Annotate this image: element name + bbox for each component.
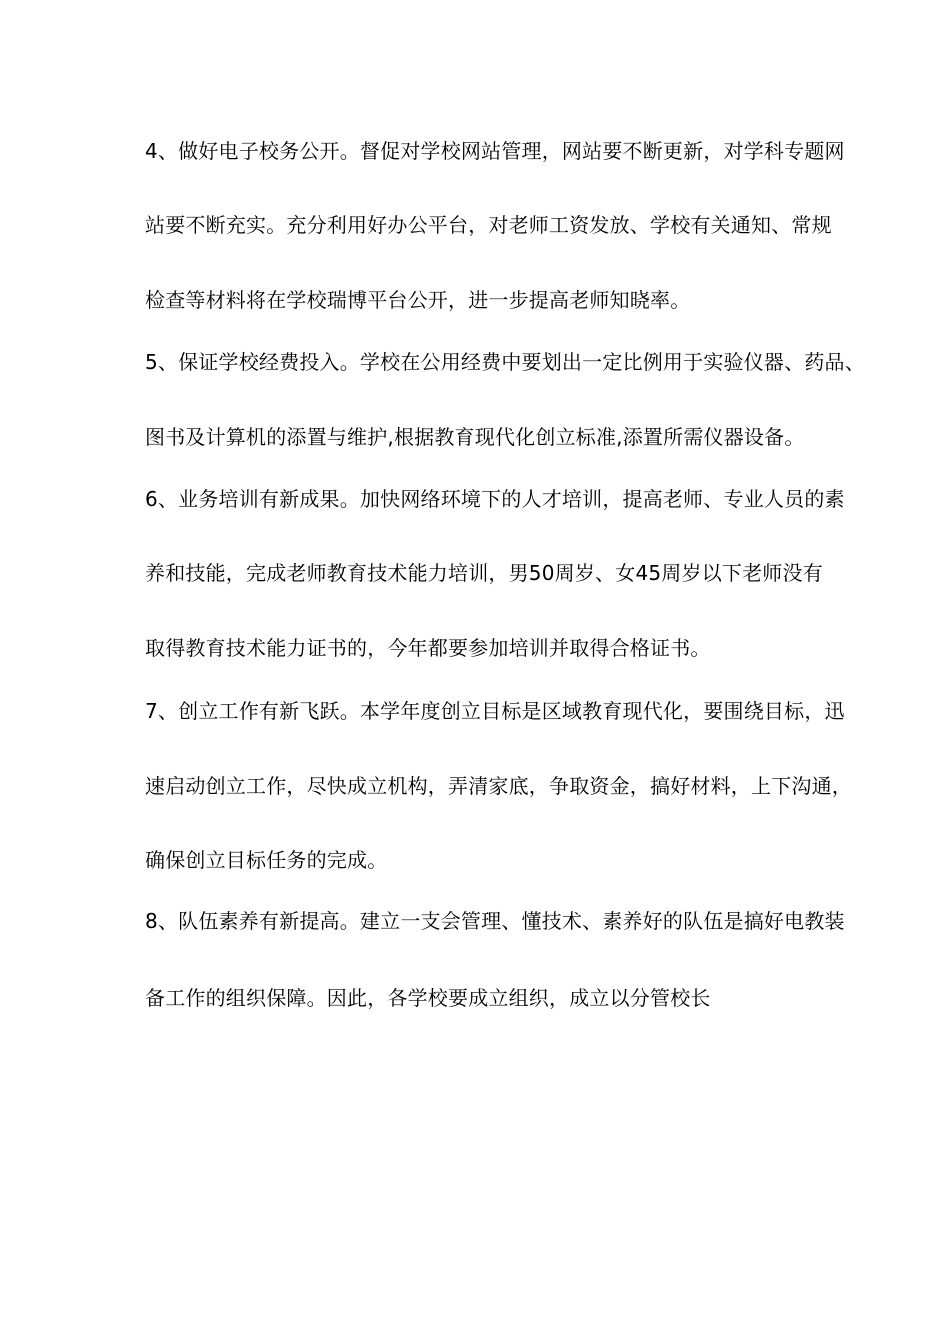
text-line: 4、做好电子校务公开。督促对学校网站管理，网站要不断更新，对学科专题网 (145, 139, 845, 163)
text-line: 站要不断充实。充分利用好办公平台，对老师工资发放、学校有关通知、常规 (145, 213, 832, 237)
text-line: 养和技能，完成老师教育技术能力培训，男50周岁、女45周岁以下老师没有 (145, 561, 823, 585)
text-line: 检查等材料将在学校瑞博平台公开，进一步提高老师知晓率。 (145, 288, 691, 312)
text-line: 速启动创立工作，尽快成立机构，弄清家底，争取资金，搞好材料，上下沟通， (145, 774, 852, 798)
text-line: 6、业务培训有新成果。加快网络环境下的人才培训，提高老师、专业人员的素 (145, 487, 845, 511)
text-line: 图书及计算机的添置与维护,根据教育现代化创立标准,添置所需仪器设备。 (145, 425, 805, 449)
text-line: 8、队伍素养有新提高。建立一支会管理、懂技术、素养好的队伍是搞好电教装 (145, 909, 845, 933)
text-line: 7、创立工作有新飞跃。本学年度创立目标是区域教育现代化，要围绕目标，迅 (145, 699, 845, 723)
text-line: 5、保证学校经费投入。学校在公用经费中要划出一定比例用于实验仪器、药品、 (145, 350, 865, 374)
text-line: 备工作的组织保障。因此，各学校要成立组织，成立以分管校长 (145, 986, 711, 1010)
text-line: 取得教育技术能力证书的，今年都要参加培训并取得合格证书。 (145, 636, 711, 660)
text-line: 确保创立目标任务的完成。 (145, 848, 388, 872)
